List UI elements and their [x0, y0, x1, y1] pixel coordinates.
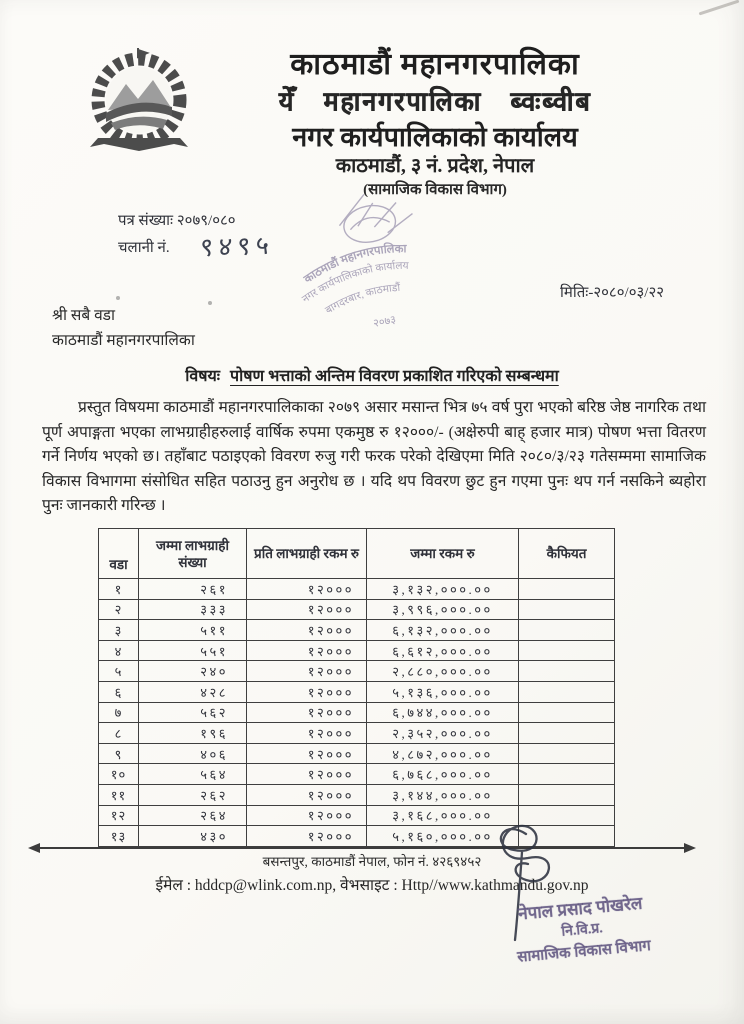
table-cell: ४०६ [139, 743, 247, 764]
table-header-cell: वडा [99, 529, 139, 579]
table-header-cell: प्रति लाभग्राही रकम रु [247, 529, 367, 579]
table-cell: ११ [99, 784, 139, 805]
table-cell: ५११ [139, 620, 247, 641]
table-cell: १२००० [247, 805, 367, 826]
table-cell: ५,१३६,०००.०० [367, 681, 519, 702]
table-cell: २,८८०,०००.०० [367, 661, 519, 682]
table-cell: १ [99, 579, 139, 600]
table-cell: २४० [139, 661, 247, 682]
table-cell: १२००० [247, 702, 367, 723]
table-cell: ३३३ [139, 599, 247, 620]
round-stamp-line1: काठमाडौं महानगरपालिका [302, 243, 407, 286]
table-cell: ४३० [139, 826, 247, 847]
office-title: नगर कार्यपालिकाको कार्यालय [292, 122, 578, 152]
table-cell: १२००० [247, 661, 367, 682]
table-row [99, 743, 615, 764]
table-cell: ९ [99, 743, 139, 764]
table-cell: १९६ [139, 723, 247, 744]
signatory-designation: नि.वि.प्र. [560, 921, 604, 940]
table-cell: १० [99, 764, 139, 785]
table-body [99, 579, 615, 847]
table-cell: ३,१३२,०००.०० [367, 579, 519, 600]
table-cell: १२००० [247, 826, 367, 847]
table-cell [519, 723, 615, 744]
table-header-cell: जम्मा लाभग्राही संख्या [139, 529, 247, 579]
body-paragraph: प्रस्तुत विषयमा काठमाडौं महानगरपालिकाका २०७९ असार मसान्त भित्र ७५ वर्ष पुरा भएको बरिष्ठ जेष्ठ नागरिक तथा पूर्ण अपाङ्गता भएका लाभग्राहीहरुलाई वार्षिक रुपमा एकमुष्ठ रु १२०००/- (अक्षेरुपी बाह् हजार मात्र) पोषण भत्ता वितरण गर्ने निर्णय भएको छ। तहाँबाट पठाइएको विवरण रुजु गरी फरक परेको देखिएमा मिति २०८०/३/२३ गतेसम्ममा सामाजिक विकास विभागमा संसोधित सहित पठाउनु हुन अनुरोध छ । यदि थप विवरण छुट हुन गएमा पुनः थप गर्न नसकिने ब्यहोरा पुनः जानकारी गरिन्छ । [42, 399, 706, 515]
table-row [99, 784, 615, 805]
subject-line [0, 364, 744, 386]
table-cell [519, 661, 615, 682]
table-cell: १२००० [247, 743, 367, 764]
table-cell: २,३५२,०००.०० [367, 723, 519, 744]
beneficiary-table [98, 528, 615, 847]
footer-contact-line: ईमेल : hddcp@wlink.com.np, वेभसाइट : Http//www.kathmandu.gov.np [155, 877, 589, 894]
table-cell: १२००० [247, 620, 367, 641]
table-cell: २६४ [139, 805, 247, 826]
table-cell [519, 681, 615, 702]
table-cell [519, 640, 615, 661]
table-cell: २६१ [139, 579, 247, 600]
letter-number-label: पत्र संख्याः [118, 213, 174, 229]
table-cell: ६ [99, 681, 139, 702]
round-stamp-line3: बागदरबार, काठमाडौं [323, 282, 401, 317]
chalani-number-handwritten: ९४९५ [198, 230, 276, 264]
table-cell [519, 784, 615, 805]
chalani-number-label: चलानी नं. [118, 240, 170, 256]
table-cell: १२००० [247, 784, 367, 805]
table-cell: १२ [99, 805, 139, 826]
table-cell: १२००० [247, 599, 367, 620]
date-value: २०८०/०३/२२ [593, 285, 665, 301]
footer-divider-arrow [38, 847, 686, 849]
table-cell: २६२ [139, 784, 247, 805]
decorative-script-line: येँ महानगरपालिका ब्वःब्वीब [278, 88, 592, 118]
letter-number-value: २०७९/०८० [176, 213, 236, 229]
table-cell: ६,६१२,०००.०० [367, 640, 519, 661]
round-stamp-year: २०७३ [372, 313, 398, 330]
table-row [99, 681, 615, 702]
table-cell: ३,९९६,०००.०० [367, 599, 519, 620]
table-row [99, 723, 615, 744]
org-title: काठमाडौं महानगरपालिका [290, 48, 580, 81]
table-header-cell: कैफियत [519, 529, 615, 579]
date-label: मितिः- [560, 285, 594, 301]
table-cell: ५,१६०,०००.०० [367, 826, 519, 847]
footer-address-line: बसन्तपुर, काठमाडौं नेपाल, फोन नं. ४२६९४५२ [262, 854, 482, 869]
signatory-name: नेपाल प्रसाद पोखरेल [517, 893, 644, 924]
table-cell: १३ [99, 826, 139, 847]
table-cell: ४ [99, 640, 139, 661]
subject-text: पोषण भत्ताको अन्तिम विवरण प्रकाशित गरिएको सम्बन्धमा [230, 368, 559, 385]
table-cell [519, 599, 615, 620]
round-stamp-line2: नगर कार्यपालिकाको कार्यालय [300, 260, 409, 306]
table-row [99, 599, 615, 620]
scan-speck [116, 296, 120, 300]
table-cell: २ [99, 599, 139, 620]
table-header-cell: जम्मा रकम रु [367, 529, 519, 579]
department-line: (सामाजिक विकास विभाग) [363, 182, 507, 198]
scan-speck [208, 301, 212, 305]
table-cell: १२००० [247, 681, 367, 702]
table-row [99, 702, 615, 723]
table-cell: १२००० [247, 640, 367, 661]
scan-artifact-mark [699, 0, 740, 15]
table-cell [519, 579, 615, 600]
table-cell: १२००० [247, 579, 367, 600]
table-row [99, 661, 615, 682]
table-cell: ३,१६८,०००.०० [367, 805, 519, 826]
table-header-row [99, 529, 615, 579]
table-cell: १२००० [247, 764, 367, 785]
table-row [99, 640, 615, 661]
addressee-line-1: श्री सबै वडा [52, 307, 115, 324]
table-cell [519, 702, 615, 723]
table-cell: ८ [99, 723, 139, 744]
address-line: काठमाडौं, ३ नं. प्रदेश, नेपाल [335, 155, 535, 177]
table-cell: ५ [99, 661, 139, 682]
table-cell: १२००० [247, 723, 367, 744]
addressee-line-2: काठमाडौं महानगरपालिका [52, 332, 195, 349]
table-cell: ५५१ [139, 640, 247, 661]
table-cell: ३,१४४,०००.०० [367, 784, 519, 805]
table-cell: ३ [99, 620, 139, 641]
table-cell: ६,७४४,०००.०० [367, 702, 519, 723]
table-row [99, 620, 615, 641]
table-cell [519, 764, 615, 785]
signatory-department: सामाजिक विकास विभाग [516, 938, 652, 966]
table-cell: ७ [99, 702, 139, 723]
table-cell: ६,७६८,०००.०० [367, 764, 519, 785]
table-cell [519, 620, 615, 641]
table-cell: ५६२ [139, 702, 247, 723]
table-row [99, 764, 615, 785]
subject-label: विषयः [185, 368, 221, 385]
table-cell: ४२८ [139, 681, 247, 702]
date-line [560, 282, 664, 302]
table-cell: ५६४ [139, 764, 247, 785]
table-cell [519, 743, 615, 764]
table-row [99, 579, 615, 600]
table-cell: ६,१३२,०००.०० [367, 620, 519, 641]
table-cell: ४,८७२,०००.०० [367, 743, 519, 764]
